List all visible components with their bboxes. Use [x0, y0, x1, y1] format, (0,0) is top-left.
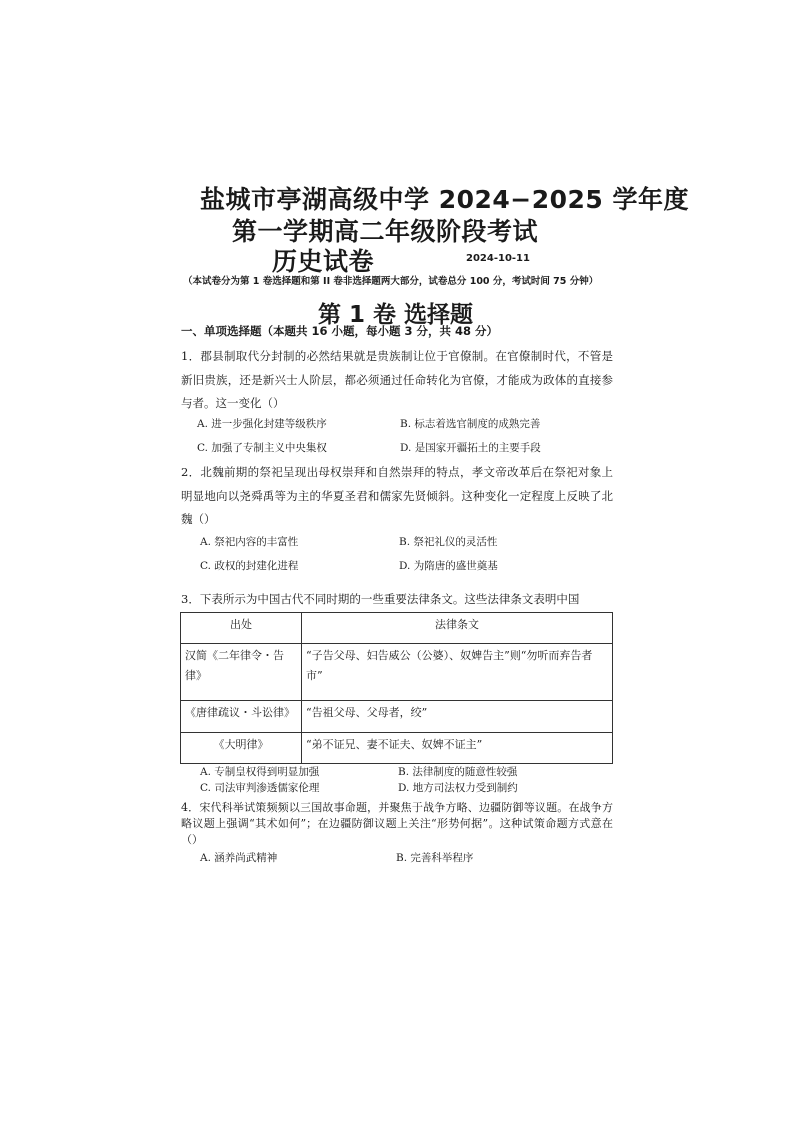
- exam-title-line2: 第一学期高二年级阶段考试: [232, 217, 539, 246]
- question-1-option-c: C. 加强了专制主义中央集权: [197, 442, 327, 454]
- table-cell-law: “子告父母、妇告威公（公婆）、奴婢告主”则“勿听而弃告者市”: [302, 644, 613, 701]
- question-3-option-c: C. 司法审判渗透儒家伦理: [200, 782, 320, 794]
- question-3-option-a: A. 专制皇权得到明显加强: [200, 766, 320, 778]
- table-row: [181, 701, 613, 733]
- question-1-stem: 1．郡县制取代分封制的必然结果就是贵族制让位于官僚制。在官僚制时代，不管是新旧贵族，还是新兴士人阶层，都必须通过任命转化为官僚，才能成为政体的直接参与者。这一变化（）: [181, 349, 613, 410]
- table-header-law: 法律条文: [302, 613, 613, 644]
- table-header-row: [181, 613, 613, 644]
- table-row: [181, 644, 613, 701]
- table-row: [181, 733, 613, 764]
- question-1-option-a: A. 进一步强化封建等级秩序: [197, 418, 327, 430]
- question-3-stem: 3．下表所示为中国古代不同时期的一些重要法律条文。这些法律条文表明中国: [181, 592, 580, 606]
- exam-note: （本试卷分为第 1 卷选择题和第 II 卷非选择题两大部分，试卷总分 100 分，考试时间 75 分钟）: [183, 276, 599, 287]
- question-2-option-b: B. 祭祀礼仪的灵活性: [399, 536, 498, 548]
- question-4-stem: 4．宋代科举试策频频以三国故事命题，并聚焦于战争方略、边疆防御等议题。在战争方略议题上强调“其术如何”；在边疆防御议题上关注“形势何据”。这种试策命题方式意在（）: [181, 801, 613, 846]
- exam-title-line1: 盐城市亭湖高级中学 2024−2025 学年度: [200, 185, 690, 214]
- question-2-option-a: A. 祭祀内容的丰富性: [200, 536, 299, 548]
- question-4-option-a: A. 涵养尚武精神: [200, 852, 278, 864]
- question-4-option-b: B. 完善科举程序: [396, 852, 474, 864]
- exam-title-line3: 历史试卷: [272, 247, 375, 276]
- question-1-option-d: D. 是国家开疆拓土的主要手段: [400, 442, 541, 454]
- question-3-option-b: B. 法律制度的随意性较强: [398, 766, 518, 778]
- section-title: 第 1 卷 选择题: [318, 302, 474, 328]
- table-cell-source: 《唐律疏议・斗讼律》: [181, 701, 302, 733]
- table-header-source: 出处: [181, 613, 302, 644]
- question-1-option-b: B. 标志着选官制度的成熟完善: [400, 418, 541, 430]
- exam-date: 2024-10-11: [466, 253, 530, 264]
- table-cell-law: “弟不证兄、妻不证夫、奴婢不证主”: [302, 733, 613, 764]
- question-2-option-c: C. 政权的封建化进程: [200, 560, 299, 572]
- question-2-stem: 2．北魏前期的祭祀呈现出母权崇拜和自然崇拜的特点，孝文帝改革后在祭祀对象上明显地向以尧舜禹等为主的华夏圣君和儒家先贤倾斜。这种变化一定程度上反映了北魏（）: [181, 465, 613, 526]
- table-cell-source: 《大明律》: [181, 733, 302, 764]
- question-2-option-d: D. 为隋唐的盛世奠基: [399, 560, 498, 572]
- table-cell-law: “告祖父母、父母者，绞”: [302, 701, 613, 733]
- law-table: [180, 612, 613, 764]
- question-3-option-d: D. 地方司法权力受到制约: [398, 782, 518, 794]
- table-cell-source: 汉简《二年律令・告律》: [181, 644, 302, 701]
- part-title: 一、单项选择题（本题共 16 小题，每小题 3 分，共 48 分）: [181, 324, 499, 338]
